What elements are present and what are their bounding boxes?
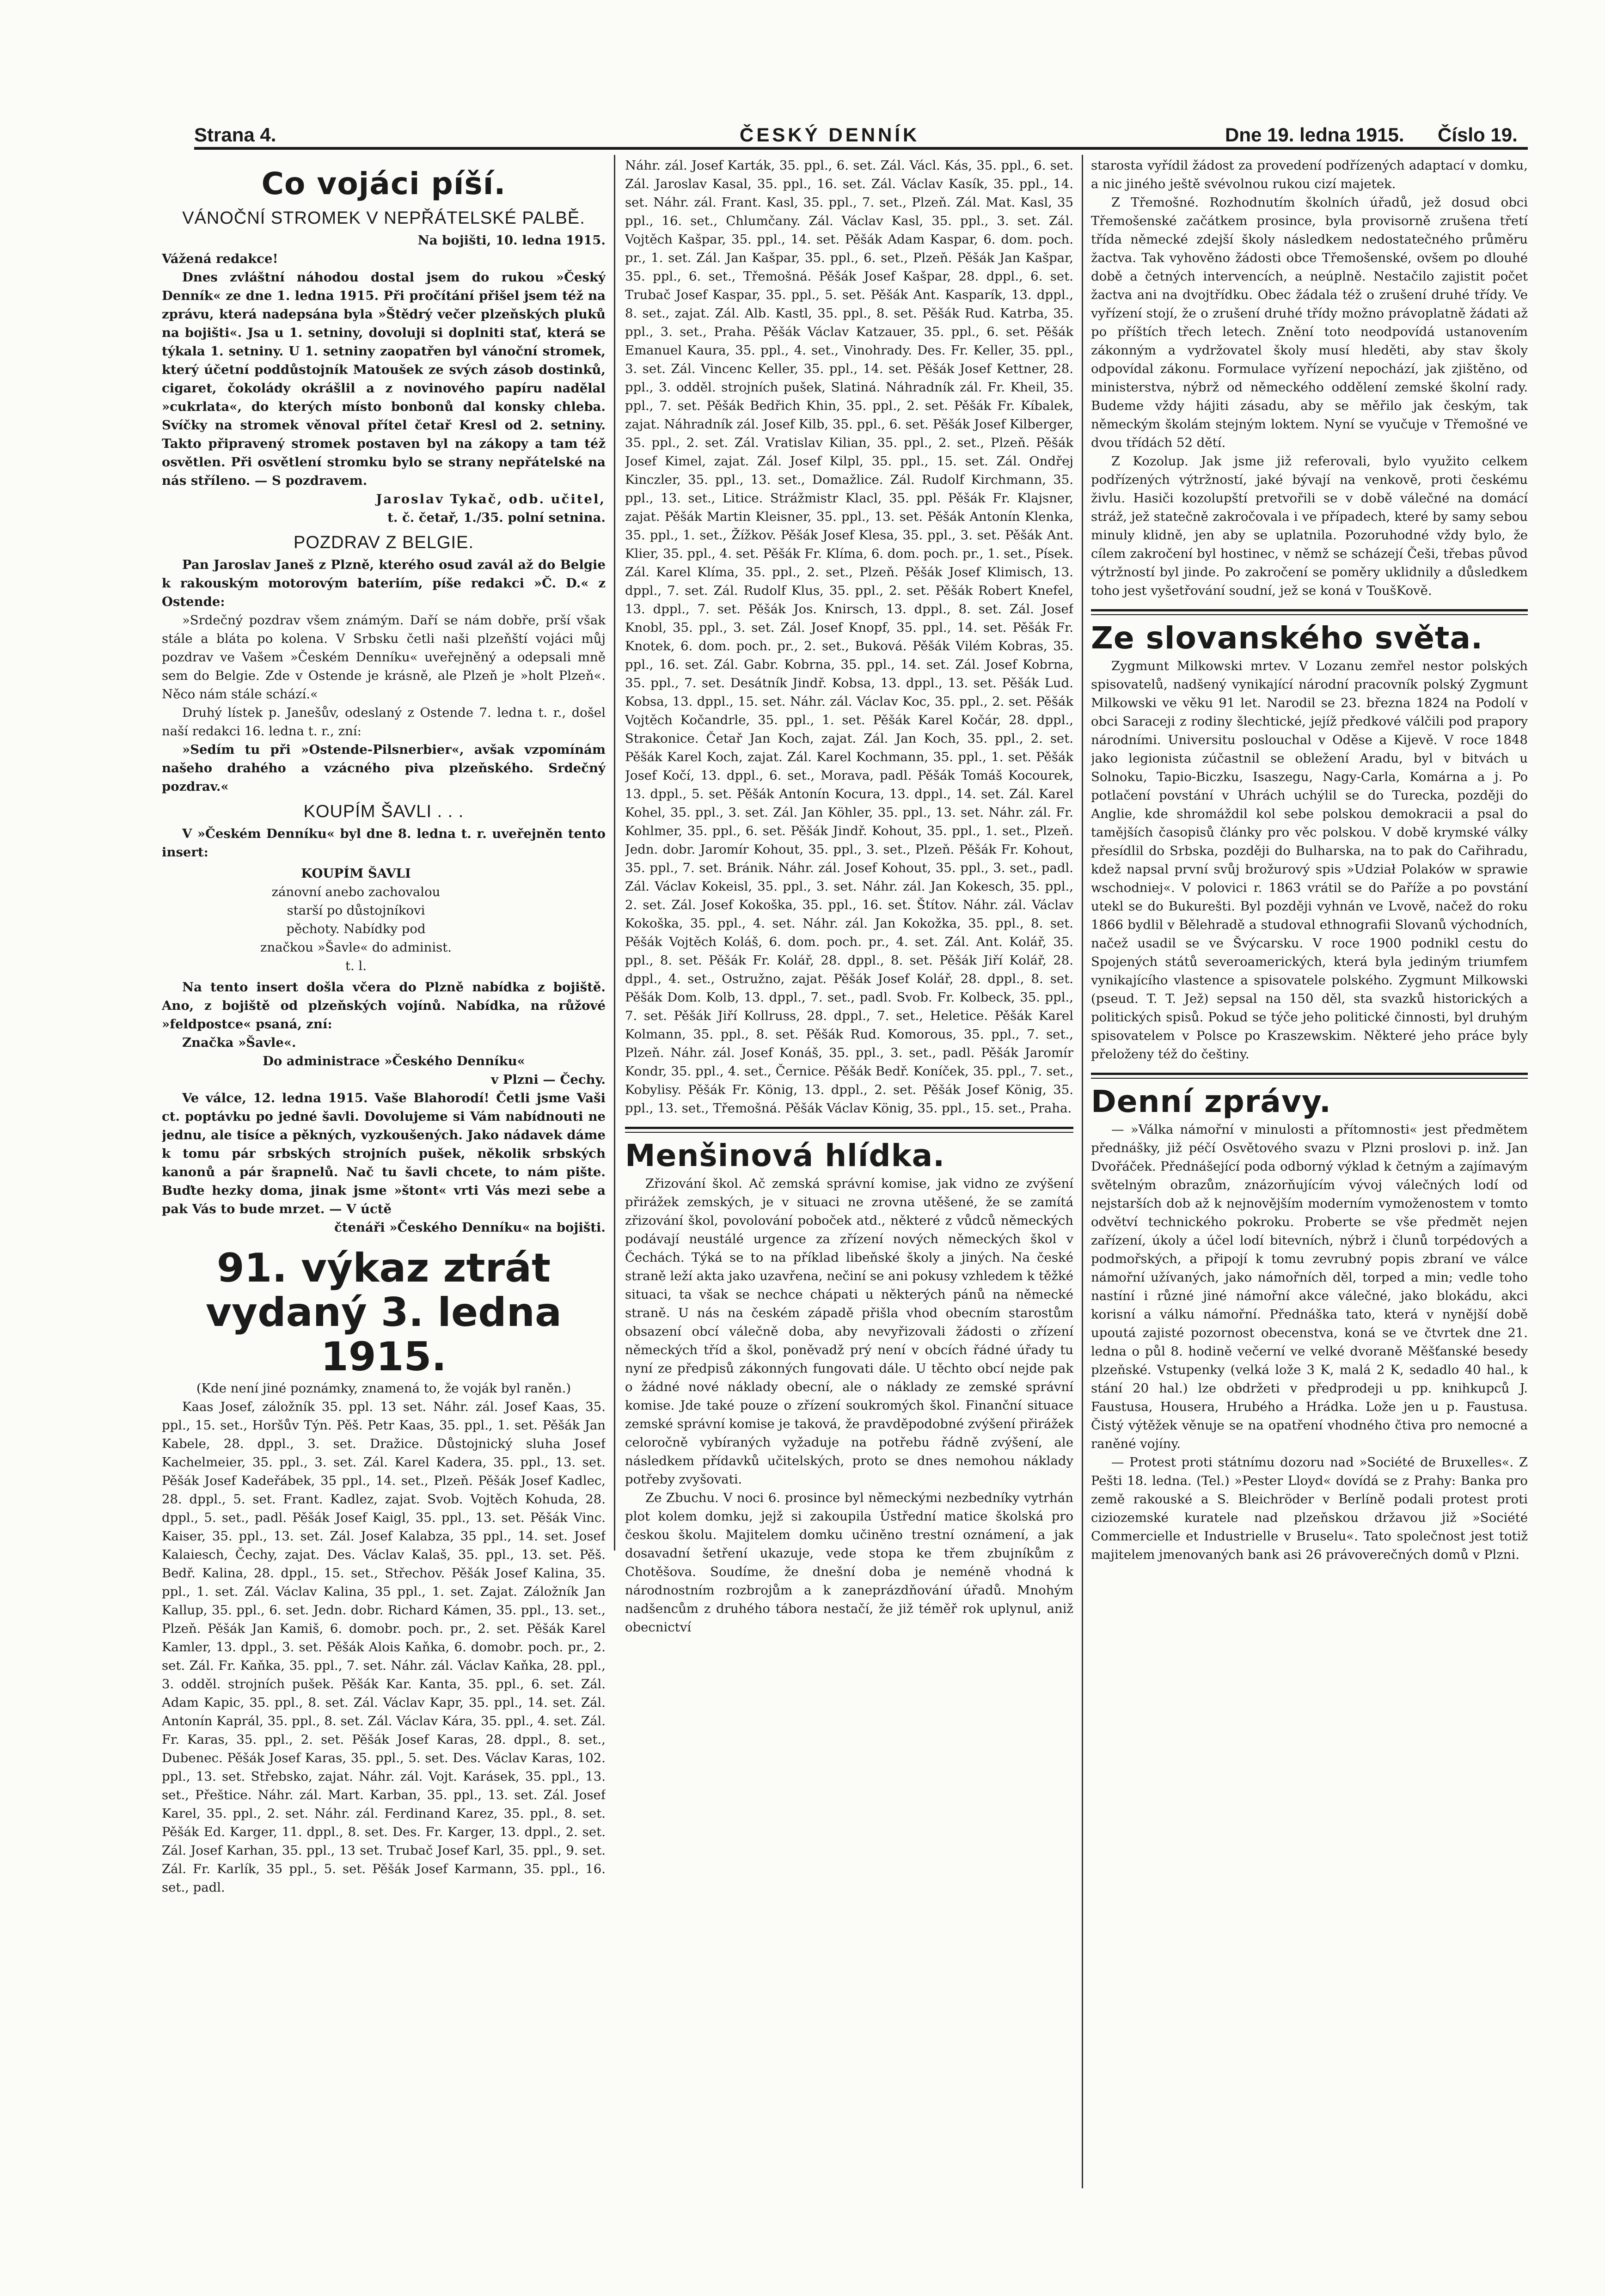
section-title-slavic: Ze slovanského světa. <box>1091 620 1483 656</box>
article-body: Zygmunt Milkowski mrtev. V Lozanu zemřel nestor polských spisovatelů, nadšený vynikající národní pracovník polský Zygmunt Milkowski ve věku 91 let. Narodil se 23. března 1824 na Podolí v obci Saraceji z rodiny šlechtické, jejíž předkové válčili pod prapory národními. Universitu poslouchal v Oděse a Kijevě. V roce 1848 jako legionista zúčastnil se obležení Aradu, byl v bitvách u Solnoku, Tapio-Biczku, Isaszegu, Nagy-Carla, Komárna a j. Po potlačení povstání v Uhrách uchýlil se do Turecka, později do Anglie, kde shromáždil kol sebe polskou demokracii a psal do tamějších časopisů články pro věc polskou. V době krymské války přesídlil do Srbska, později do Bulharska, na to pak do Cařihradu, kdež napsal první svůj brožurový spis »Udział Polaków w sprawie wschodniej«. V polovici r. 1863 vrátil se do Paříže a po povstání utekl se do Bukurešti. Byl později vyhnán ve Lvově, načež do roku 1866 bydlil v Bělehradě a studoval ethnografii Slovanů východních, načež usadil se ve Švýcarsku. V roce 1900 podnikl cestu do Spojených států severoamerických, která byla jediným triumfem vynikajícího vlastence a spisovatele polského. Zygmunt Milkowski (pseud. T. T. Jež) sepsal na 150 děl, sta svazků historických a politických spisů. Pokud se týče jeho politické činnosti, byl druhým spisovatelem v Polsce po Kraszewskim. Některé jeho práce byly přeloženy též do češtiny. <box>1091 659 1528 1062</box>
section-divider <box>1091 1073 1528 1079</box>
article-title: POZDRAV Z BELGIE. <box>293 533 474 552</box>
article-signature-unit: t. č. četař, 1./35. polní setnina. <box>387 510 606 525</box>
insert-ad-body: zánovní anebo zachovalou starší po důstojníkovi pěchoty. Nabídky pod značkou »Šavle« do administ. t. l. <box>260 885 452 973</box>
column-3 <box>1091 156 1528 2241</box>
article-quote: »Sedím tu při »Ostende-Pilsnerbier«, avšak vzpomínám našeho drahého a vzácného piva plzeňského. Srdečný pozdrav.« <box>162 742 606 794</box>
article-body: Druhý lístek p. Janešův, odeslaný z Ostende 7. ledna t. r., došel naší redakci 16. ledna t. r., zní: <box>162 705 606 739</box>
article-body: Dnes zvláštní náhodou dostal jsem do rukou »Český Denník« ze dne 1. ledna 1915. Při pročítání přišel jsem též na zprávu, která nadepsána byla »Štědrý večer plzeňských pluků na bojišti«. Jsa u 1. setniny, dovoluji si doplniti stať, která se týkala 1. setniny. U 1. setniny zaopatřen byl vánoční stromek, který účetní poddůstojník Matoušek ze svých zásob dostinků, cigaret, čokolády okrášlil a z novinového papíru nadělal »cukrlata«, do kterých místo bonbonů dal konsky chleba. Svíčky na stromek věnoval přítel četař Kresl od 2. setniny. Takto připravený stromek postaven byl na zákopy a tam též osvětlen. Při osvětlení stromku bylo se strany nepřátelské na nás stříleno. — S pozdravem. <box>162 270 606 488</box>
losses-list-continued: Náhr. zál. Josef Karták, 35. ppl., 6. set. Zál. Václ. Kás, 35. ppl., 6. set. Zál. Jaroslav Kasal, 35. ppl., 16. set. Zál. Václav Kasík, 35. ppl., 14. set. Náhr. zál. Frant. Kasl, 35. ppl., 7. set., Plzeň. Zál. Mat. Kasl, 35 ppl., 16. set., Chlumčany. Zál. Václav Kasl, 35. ppl., 3. set. Zál. Vojtěch Kašpar, 35. ppl., 14. set. Pěšák Adam Kaspar, 6. dom. poch. pr., 1. set. Zál. Jan Kašpar, 35. ppl., 6. set., Plzeň. Pěšák Jan Kašpar, 35. ppl., 6. set., Třemošná. Pěšák Josef Kašpar, 28. dppl., 6. set. Trubač Josef Kaspar, 35. ppl., 5. set. Pěšák Ant. Kasparík, 13. dppl., 8. set., zajat. Zál. Alb. Kastl, 35. ppl., 8. set. Pěšák Rud. Katrba, 35. ppl., 3. set., Praha. Pěšák Václav Katzauer, 35. ppl., 6. set. Pěšák Emanuel Kaura, 35. ppl., 4. set., Vinohrady. Des. Fr. Keller, 35. ppl., 3. set. Zál. Vincenc Keller, 35. ppl., 14. set. Pěšák Josef Kettner, 28. ppl., 3. odděl. strojních pušek, Slatiná. Náhradník zál. Fr. Kheil, 35. ppl., 7. set. Pěšák Bedřich Khin, 35. ppl., 2. set. Pěšák Fr. Kíbalek, zajat. Náhradník zál. Josef Kilb, 35. ppl., 6. set. Pěšák Josef Kilberger, 35. ppl., 2. set. Zál. Vratislav Kilian, 35. ppl., 2. set., Plzeň. Pěšák Josef Kimel, zajat. Zál. Josef Kilpl, 35. ppl., 15. set. Zál. Ondřej Kinczler, 35. ppl., 13. set., Domažlice. Zál. Rudolf Kirchmann, 35. ppl., 13. set., Litice. Strážmistr Klacl, 35. ppl. Pěšák Fr. Klajsner, zajat. Pěšák Martin Kleisner, 35. ppl., 13. set. Pěšák Antonín Klenka, 35. ppl., 1. set., Žížkov. Pěšák Josef Klesa, 35. ppl., 3. set. Pěšák Ant. Klier, 35. ppl., 4. set. Pěšák Fr. Klíma, 6. dom. poch. pr., 1. set., Písek. Zál. Karel Klíma, 35. ppl., 2. set., Plzeň. Pěšák Josef Klimisch, 13. dppl., 7. set. Zál. Rudolf Klus, 35. ppl., 2. set. Pěšák Robert Knefel, 13. dppl., 7. set. Pěšák Jos. Knirsch, 13. dppl., 8. set. Zál. Josef Knobl, 35. ppl., 3. set. Zál. Josef Knopf, 35. ppl., 14. set. Pěšák Fr. Knotek, 6. dom. poch. pr., 2. set., Buková. Pěšák Vilém Kobras, 35. ppl., 16. set. Zál. Gabr. Kobrna, 35. ppl., 14. set. Zál. Josef Kobrna, 35. ppl., 7. set. Desátník Jindř. Kobsa, 13. dppl., 13. set. Pěšák Lud. Kobsa, 13. dppl., 15. set. Náhr. zál. Václav Koc, 35. ppl., 2. set. Pěšák Vojtěch Kočandrle, 35. ppl., 1. set. Pěšák Karel Kočár, 28. dppl., Strakonice. Četař Jan Koch, zajat. Zál. Jan Koch, 35. ppl., 2. set. Pěšák Karel Koch, zajat. Zál. Karel Kochmann, 35. ppl., 1. set. Pěšák Josef Kočí, 13. dppl., 6. set., Morava, padl. Pěšák Tomáš Kocourek, 13. dppl., 5. set. Pěšák Antonín Kocura, 13. dppl., 14. set. Zál. Karel Kohel, 35. ppl., 3. set. Zál. Jan Köhler, 35. ppl., 13. set. Náhr. zál. Fr. Kohlmer, 35. ppl., 6. set. Pěšák Jindř. Kohout, 35. ppl., 1. set., Plzeň. Jedn. dobr. Jaromír Kohout, 35. ppl., 3. set., Plzeň. Pěšák Fr. Kohout, 35. ppl., 7. set. Bránik. Náhr. zál. Josef Kohout, 35. ppl., 3. set., padl. Zál. Václav Kokeisl, 35. ppl., 3. set. Náhr. zál. Jan Kokesch, 35. ppl., 2. set. Zál. Josef Kokoška, 35. ppl., 16. set. Štítov. Náhr. zál. Václav Kokoška, 35. ppl., 4. set. Náhr. zál. Jan Kokožka, 35. ppl., 8. set. Pěšák Vojtěch Koláš, 6. dom. poch. pr., 4. set. Zál. Ant. Kolář, 35. ppl., 8. set. Pěšák Fr. Kolář, 28. dppl., 8. set. Pěšák Jiří Kolář, 28. dppl., 4. set., Ostružno, zajat. Pěšák Josef Kolář, 28. dppl., 8. set. Pěšák Dom. Kolb, 13. dppl., 7. set., padl. Svob. Fr. Kolbeck, 35. ppl., 7. set. Pěšák Jiří Kollruss, 28. dppl., 7. set., Heletice. Pěšák Karel Kolmann, 35. ppl., 8. set. Pěšák Rud. Komorous, 35. ppl., 7. set., Plzeň. Náhr. zál. Josef Konáš, 35. ppl., 3. set., padl. Pěšák Jaromír Kondr, 35. ppl., 4. set., Černice. Pěšák Bedř. Koníček, 35. ppl., 7. set., Kobylisy. Pěšák Fr. König, 13. dppl., 2. set. Pěšák Josef König, 35. ppl., 13. set., Třemošná. Pěšák Václav König, 35. ppl., 15. set., Praha. <box>625 158 1073 1116</box>
column-rule <box>614 155 615 1551</box>
article-body: Na tento insert došla včera do Plzně nabídka z bojiště. Ano, z bojiště od plzeňských vojínů. Nabídka, na růžové »feldpostce« psaná, zní: <box>162 980 606 1032</box>
article-body: Zřizování škol. Ač zemská správní komise, jak vidno ze zvýšení přirážek zemských, je v situaci ne zrovna utěšené, že se zamítá zřizování škol, povolování poboček atd., některé z vůdců německých podávají neustálé urgence za zřízení nových německých škol v Čechách. Týká se to na příklad libeňské školy a jiných. Na české straně leží akta jako uzavřena, nečiní se ani pokusy vzhledem k těžké situaci, ta však se nechce chápati u některých pánů na německé straně. U nás na českém západě přišla vhod obecním starostům obsazení obcí válečně doba, aby nevyřizovali žádosti o zřízení německých tříd a škol, poněvadž prý není v obcích řádné úřady tu nyní ze předpisů zákonných fungovati dále. U těchto obcí nejde pak o žádné nové náklady obecní, ale o náklady ze zemské správní komise. Jde také pouze o zřízení soukromých škol. Finanční situace zemské správní komise je taková, že pravděpodobné zvýšení přirážek celoročně vybíraných vyžaduje na potřebu řádně zvýšení, ale následkem přídavků učitelských, proto se dnes nemohou náklady potřeby zvyšovati. <box>625 1176 1073 1487</box>
section-divider <box>625 1127 1073 1133</box>
article-address: Do administrace »Českého Denníku« <box>263 1054 525 1069</box>
article-dateline: Na bojišti, 10. ledna 1915. <box>417 233 606 248</box>
page-number: Strana 4. <box>194 124 276 146</box>
losses-title: 91. výkaz ztrát vydaný 3. ledna 1915. <box>205 1245 562 1380</box>
article-body: — Protest proti státnímu dozoru nad »Société de Bruxelles«. Z Pešti 18. ledna. (Tel.) »Pester Lloyd« dovídá se z Prahy: Banka pro země rakouské a S. Bleichröder v Berlíně podali protest proti ciziozemské kuratele nad plzeňskou državou již »Société Commercielle et Industrielle v Bruselu«. Tato společnost jest totiž majitelem jmenovaných bank asi 26 právoverečných domů v Plzni. <box>1091 1455 1528 1562</box>
section-title-daily-news: Denní zprávy. <box>1091 1084 1331 1119</box>
losses-list: Kaas Josef, záložník 35. ppl. 13 set. Náhr. zál. Josef Kaas, 35. ppl., 15. set., Horšův Týn. Pěš. Petr Kaas, 35. ppl., 1. set. Pěšák Jan Kabele, 28. dppl., 3. set. Dražice. Důstojnický sluha Josef Kachelmeier, 35. ppl., 3. set. Zál. Karel Kadera, 35. ppl., 13. set. Pěšák Josef Kadeřábek, 35 ppl., 14. set., Plzeň. Pěšák Josef Kadlec, 28. dppl., 5. set. Frant. Kadlez, zajat. Svob. Vojtěch Kohuda, 28. dppl., 5. set., padl. Pěšák Josef Kaigl, 35. ppl., 13. set. Pěšák Vinc. Kaiser, 35. ppl., 13. set. Zál. Josef Kalabza, 35 ppl., 14. set. Josef Kalaiesch, Čechy, zajat. Des. Václav Kalaš, 35. ppl., 13. set. Pěš. Bedř. Kalina, 28. dppl., 15. set., Střechov. Pěšák Josef Kalina, 35. ppl., 1. set. Zál. Václav Kalina, 35 ppl., 1. set. Zajat. Záložník Jan Kallup, 35. ppl., 6. set. Jedn. dobr. Richard Kámen, 35. ppl., 13. set., Plzeň. Pěšák Jan Kamiš, 6. domobr. poch. pr., 2. set. Pěšák Karel Kamler, 13. dppl., 3. set. Pěšák Alois Kaňka, 6. domobr. poch. pr., 2. set. Zál. Fr. Kaňka, 35. ppl., 7. set. Náhr. zál. Václav Kaňka, 28. ppl., 3. odděl. strojních pušek. Pěšák Kar. Kanta, 35. ppl., 6. set. Zál. Adam Kapic, 35. ppl., 8. set. Zál. Václav Kapr, 35. ppl., 14. set. Zál. Antonín Kaprál, 35. ppl., 8. set. Zál. Václav Kára, 35. ppl., 4. set. Zál. Fr. Karas, 35. ppl., 2. set. Pěšák Josef Karas, 28. dppl., 8. set., Dubenec. Pěšák Josef Karas, 35. ppl., 5. set. Des. Václav Karas, 102. ppl., 13. set. Střebsko, zajat. Náhr. zál. Vojt. Karásek, 35. ppl., 13. set., Přeštice. Náhr. zál. Mart. Karban, 35. ppl., 13. set. Zál. Josef Karel, 35. ppl., 2. set. Náhr. zál. Ferdinand Karez, 35. ppl., 8. set. Pěšák Ed. Karger, 11. dppl., 8. set. Des. Fr. Karger, 13. dppl., 2. set. Zál. Josef Karhan, 35. ppl., 13 set. Trubač Josef Karl, 35. ppl., 9. set. Zál. Fr. Karlík, 35 ppl., 5. set. Pěšák Josef Karmann, 35. ppl., 16. set., padl. <box>162 1399 606 1895</box>
article-address: v Plzni — Čechy. <box>491 1072 606 1087</box>
column-2 <box>625 156 1073 2241</box>
article-title: VÁNOČNÍ STROMEK V NEPŘÁTELSKÉ PALBĚ. <box>182 208 585 228</box>
column-1 <box>162 156 606 2241</box>
article-body: — »Válka námořní v minulosti a přítomnosti« jest předmětem přednášky, již péčí Osvětového svazu v Plzni proslovi p. inž. Jan Dvořáček. Přednášející poda odborný výklad k četným a zajímavým světelným obrazům, znázorňujícím vývoj válečných lodí od nejstarších dob až k nejnovějším moderním vymoženostem v tomto odvětví technického pokroku. Proberte se vše předmět nejen zařízení, úkoly a účel lodí bitevních, nýbrž i člunů torpédových a podmořských, a připojí k tomu zevrubný popis zbraní ve válce námořní užívaných, jako námořních děl, torped a min; vedle toho nastíní i různé jiné námořní akce válečné, jako blokádu, akci korisní a válku námořní. Přednáška tato, která v nynější době upoutá zajisté pozornost obecenstva, koná se ve čtvrtek dne 21. ledna o půl 8. hodině večerní ve velké dvoraně Měšťanské besedy plzeňské. Vstupenky (velká lože 3 K, malá 2 K, sedadlo 40 hal., k stání 20 hal.) lze obdržeti v předprodeji u pp. knihkupců J. Faustusa, Housera, Hrubého a Hrádka. Lože jen u p. Faustusa. Čistý výtěžek věnuje se na opatření vhodného čtiva pro nemocné a raněné vojíny. <box>1091 1122 1528 1451</box>
issue-number: Číslo 19. <box>1438 124 1518 146</box>
article-body: Značka »Šavle«. <box>182 1035 296 1050</box>
article-salutation: Vážená redakce! <box>162 251 278 266</box>
section-title-minority: Menšinová hlídka. <box>625 1138 945 1173</box>
article-body: V »Českém Denníku« byl dne 8. ledna t. r. uveřejněn tento insert: <box>162 826 606 860</box>
issue-date: Dne 19. ledna 1915. <box>1225 124 1404 146</box>
article-signature: Jaroslav Tykač, odb. učitel, <box>376 492 606 507</box>
masthead <box>194 124 1528 150</box>
newspaper-title: ČESKÝ DENNÍK <box>740 124 920 146</box>
article-body: Ve válce, 12. ledna 1915. Vaše Blahorodí! Četli jsme Vaši ct. poptávku po jedné šavli. Dovolujeme si Vám nabídnouti ne jednu, ale tisíce a pěkných, vyzkoušených. Jako nádavek dáme k tomu pár srbských strojních pušek, několik srbských kanonů a pár šrapnelů. Nač tu šavli chcete, to nám pište. Buďte hezky doma, jinak jsme »štont« vrti Vás mezi sebe a pak Vás to bude mrzet. — V úctě <box>162 1091 606 1216</box>
insert-ad <box>259 864 453 975</box>
section-divider <box>1091 609 1528 615</box>
column-rule <box>1082 155 1083 2188</box>
article-body: Z Kozolup. Jak jsme již referovali, bylo využito celkem podřízených výtržností, jaké bývají na venkově, proti českému živlu. Hasiči kozolupští pretvořili se v době válečné na domácí stráž, jež statečně zakročovala i ve případech, které by samy sebou minuly klidně, jen aby se uplatnila. Pozoruhodné vždy bylo, že cílem zakročení byl hostinec, v němž se scházejí Češi, třebas původ výtržností byl jinde. Po zakročení se poměry uklidnily a důsledkem toho jest vyšetřování soudní, jež se koná v ToušKově. <box>1091 454 1528 598</box>
section-title-soldiers: Co vojáci píší. <box>261 166 506 202</box>
article-body: Z Třemošné. Rozhodnutím školních úřadů, jež dosud obci Třemošenské začátkem prosince, byla provisorně zrušena třetí třída německé zdejší školy následkem nedostatečného průměru žactva. Tak vyhověno žádosti obce Třemošenské, ovšem po dlouhé době a četných intervencích, a neúplně. Nestačilo zajistit počet žactva ani na dvojtřídku. Obec žádala též o zrušení druhé třídy. Ve vyřízení stojí, že o zrušení druhé třídy možno právoplatně žádati až po příštích třech letech. Znění toto neodpovídá ustanovením zákonným a vydržovatel školy musí hleděti, aby stav školy odpovídal zákonu. Formulace vyřízení nepochází, jak zjištěno, od ministerstva, nýbrž od německého oddělení zemské školní rady. Budeme vždy hájiti zásadu, aby se měřilo jak českým, tak německým školám stejným loktem. Nyní se vyučuje v Třemošné ve dvou třídách 52 dětí. <box>1091 195 1528 450</box>
article-body: Ze Zbuchu. V noci 6. prosince byl německými nezbedníky vytrhán plot kolem domku, jejž si zakoupila Ústřední matice školská pro českou školu. Majitelem domku učiněno trestní oznámení, a jak dosavadní šetření ukazuje, vede stopa ke třem zbujníkům z Chotěšova. Soudíme, že dnešní doba je neméně vhodná k národnostním rozbrojům a k zaneprázdňování úřadů. Mnohým nadšencům z druhého tábora nestačí, že již téměř rok uplynul, aniž obecnictví <box>625 1490 1073 1635</box>
article-signature: čtenáři »Českého Denníku« na bojišti. <box>334 1220 606 1235</box>
article-quote: »Srdečný pozdrav všem známým. Daří se nám dobře, prší však stále a bláta po kolena. V Srbsku četli naši plzeňští vojáci můj pozdrav ve Vašem »Českém Denníku« uveřejněný a odepsali mně sem do Belgie. Zde v Ostende je krásně, ale Plzeň je »holt Plzeň«. Něco nám stále schází.« <box>162 613 606 702</box>
article-body: Pan Jaroslav Janeš z Plzně, kterého osud zavál až do Belgie k rakouským motorovým bateriím, píše redakci »Č. D.« z Ostende: <box>162 557 606 609</box>
insert-ad-title: KOUPÍM ŠAVLI <box>301 866 411 881</box>
losses-note: (Kde není jiné poznámky, znamená to, že voják byl raněn.) <box>196 1381 571 1396</box>
article-body: starosta vyřídil žádost za provedení podřízených adaptací v domku, a nic jiného ještě svévolnou rukou cizí majetek. <box>1091 158 1528 191</box>
article-title: KOUPÍM ŠAVLI . . . <box>303 802 464 821</box>
